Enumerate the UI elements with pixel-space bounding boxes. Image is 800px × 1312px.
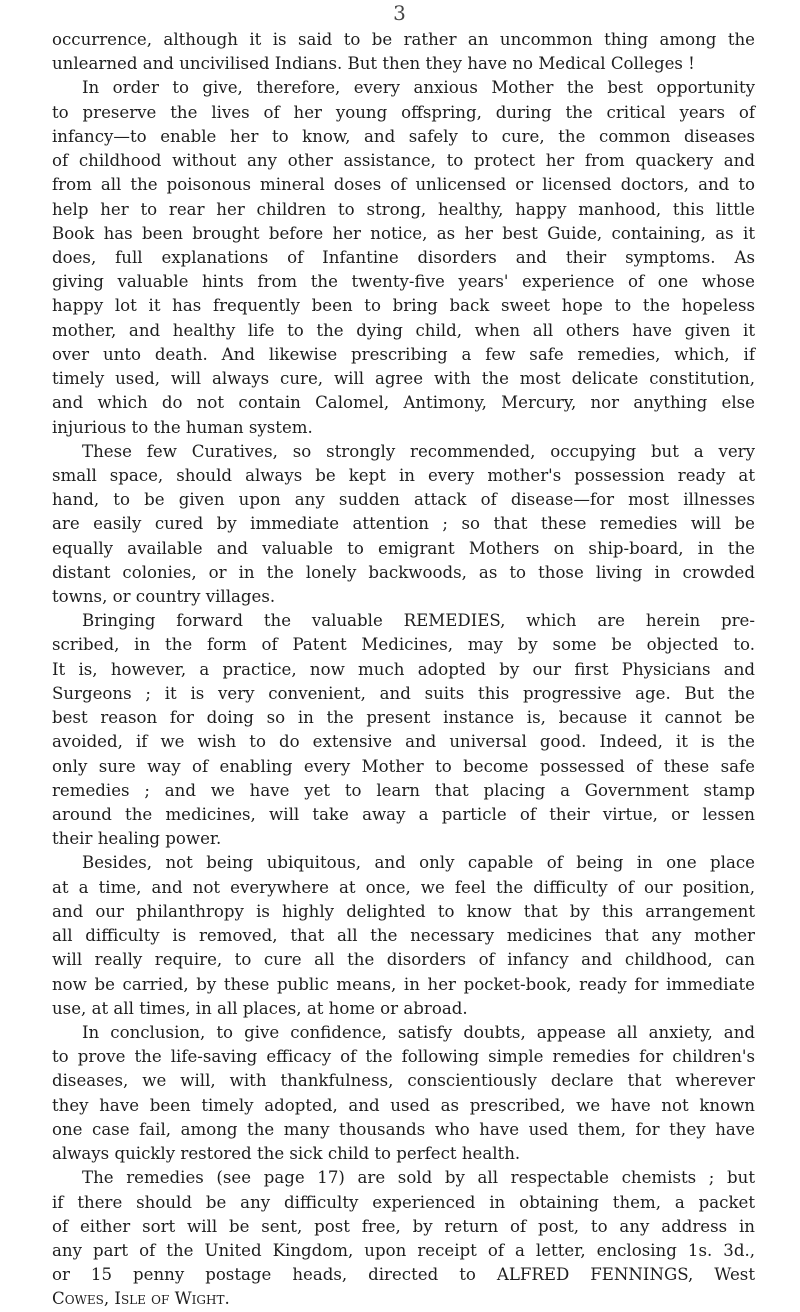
text-line: The remedies (see page 17) are sold by all respectable chemists ; but [82,1168,755,1188]
text-line: remedies ; and we have yet to learn that placing a Government stamp [52,780,755,800]
text-line: It is, however, a practice, now much adopted by our first Physicians and [52,659,755,679]
text-line: small space, should always be kept in every mother's possession ready at [52,465,755,485]
text-line: one case fail, among the many thousands who have used them, for they have [52,1119,755,1139]
text-line: Book has been brought before her notice, as her best Guide, containing, as it [52,223,755,243]
text-line: at a time, and not everywhere at once, we feel the difficulty of our position, [52,877,755,897]
text-line: and our philanthropy is highly delighted to know that by this arrangement [52,901,755,921]
text-line: Cowes, Isle of Wight. [52,1289,230,1309]
text-line: diseases, we will, with thankfulness, conscientiously declare that wherever [52,1071,755,1091]
text-line: distant colonies, or in the lonely backwoods, as to those living in crowded [52,562,755,582]
text-line: best reason for doing so in the present instance is, because it cannot be [52,708,755,728]
text-line: infancy—to enable her to know, and safely to cure, the common diseases [52,126,755,146]
text-line: avoided, if we wish to do extensive and universal good. Indeed, it is the [52,732,755,752]
text-line: all difficulty is removed, that all the necessary medicines that any mother [52,926,755,946]
text-line: unlearned and uncivilised Indians. But then they have no Medical Colleges ! [52,54,695,74]
text-line: over unto death. And likewise prescribing a few safe remedies, which, if [52,344,755,364]
text-line: their healing power. [52,829,222,849]
text-line: Surgeons ; it is very convenient, and suits this progressive age. But the [52,683,755,703]
text-line: happy lot it has frequently been to bring back sweet hope to the hopeless [52,296,755,316]
page-number: 3 [393,1,407,25]
text-line: timely used, will always cure, will agree with the most delicate constitution, [52,369,755,389]
text-line: from all the poisonous mineral doses of unlicensed or licensed doctors, and to [52,175,755,195]
text-line: use, at all times, in all places, at home or abroad. [52,998,468,1018]
text-line: or 15 penny postage heads, directed to ALFRED FENNINGS, West [52,1265,755,1285]
text-line: only sure way of enabling every Mother to become possessed of these safe [52,756,755,776]
text-line: help her to rear her children to strong, healthy, happy manhood, this little [52,199,755,219]
text-line: scribed, in the form of Patent Medicines, may by some be objected to. [52,635,755,655]
text-line: These few Curatives, so strongly recommended, occupying but a very [82,441,755,461]
text-line: they have been timely adopted, and used as prescribed, we have not known [52,1095,755,1115]
text-line: to preserve the lives of her young offspring, during the critical years of [52,102,755,122]
text-line: always quickly restored the sick child to perfect health. [52,1144,521,1164]
text-line: In order to give, therefore, every anxious Mother the best opportunity [82,78,755,98]
text-line: to prove the life-saving efficacy of the following simple remedies for children's [52,1047,755,1067]
text-line: mother, and healthy life to the dying child, when all others have given it [52,320,755,340]
text-line: injurious to the human system. [52,417,313,437]
text-line: any part of the United Kingdom, upon receipt of a letter, enclosing 1s. 3d., [52,1240,755,1260]
text-line: will really require, to cure all the disorders of infancy and childhood, can [52,950,755,970]
body-text [52,28,755,1312]
text-line: does, full explanations of Infantine disorders and their symptoms. As [52,247,755,267]
text-line: towns, or country villages. [52,587,276,607]
text-line: In conclusion, to give confidence, satisfy doubts, appease all anxiety, and [82,1022,755,1042]
text-line: equally available and valuable to emigrant Mothers on ship-board, in the [52,538,755,558]
text-line: Bringing forward the valuable REMEDIES, which are herein pre- [82,611,755,631]
text-line: around the medicines, will take away a particle of their virtue, or lessen [52,805,755,824]
text-line: of either sort will be sent, post free, by return of post, to any address in [52,1216,755,1236]
text-line: of childhood without any other assistance, to protect her from quackery and [52,151,755,171]
text-line: are easily cured by immediate attention ; so that these remedies will be [52,514,755,534]
text-line: if there should be any difficulty experienced in obtaining them, a packet [52,1192,755,1212]
text-line: now be carried, by these public means, in her pocket-book, ready for immediate [52,974,755,994]
text-line: hand, to be given upon any sudden attack of disease—for most illnesses [52,490,755,510]
text-line: occurrence, although it is said to be rather an uncommon thing among the [52,30,755,49]
text-line: and which do not contain Calomel, Antimony, Mercury, nor anything else [52,393,755,413]
text-line: giving valuable hints from the twenty-five years' experience of one whose [52,272,755,292]
text-line: Besides, not being ubiquitous, and only capable of being in one place [82,853,755,873]
